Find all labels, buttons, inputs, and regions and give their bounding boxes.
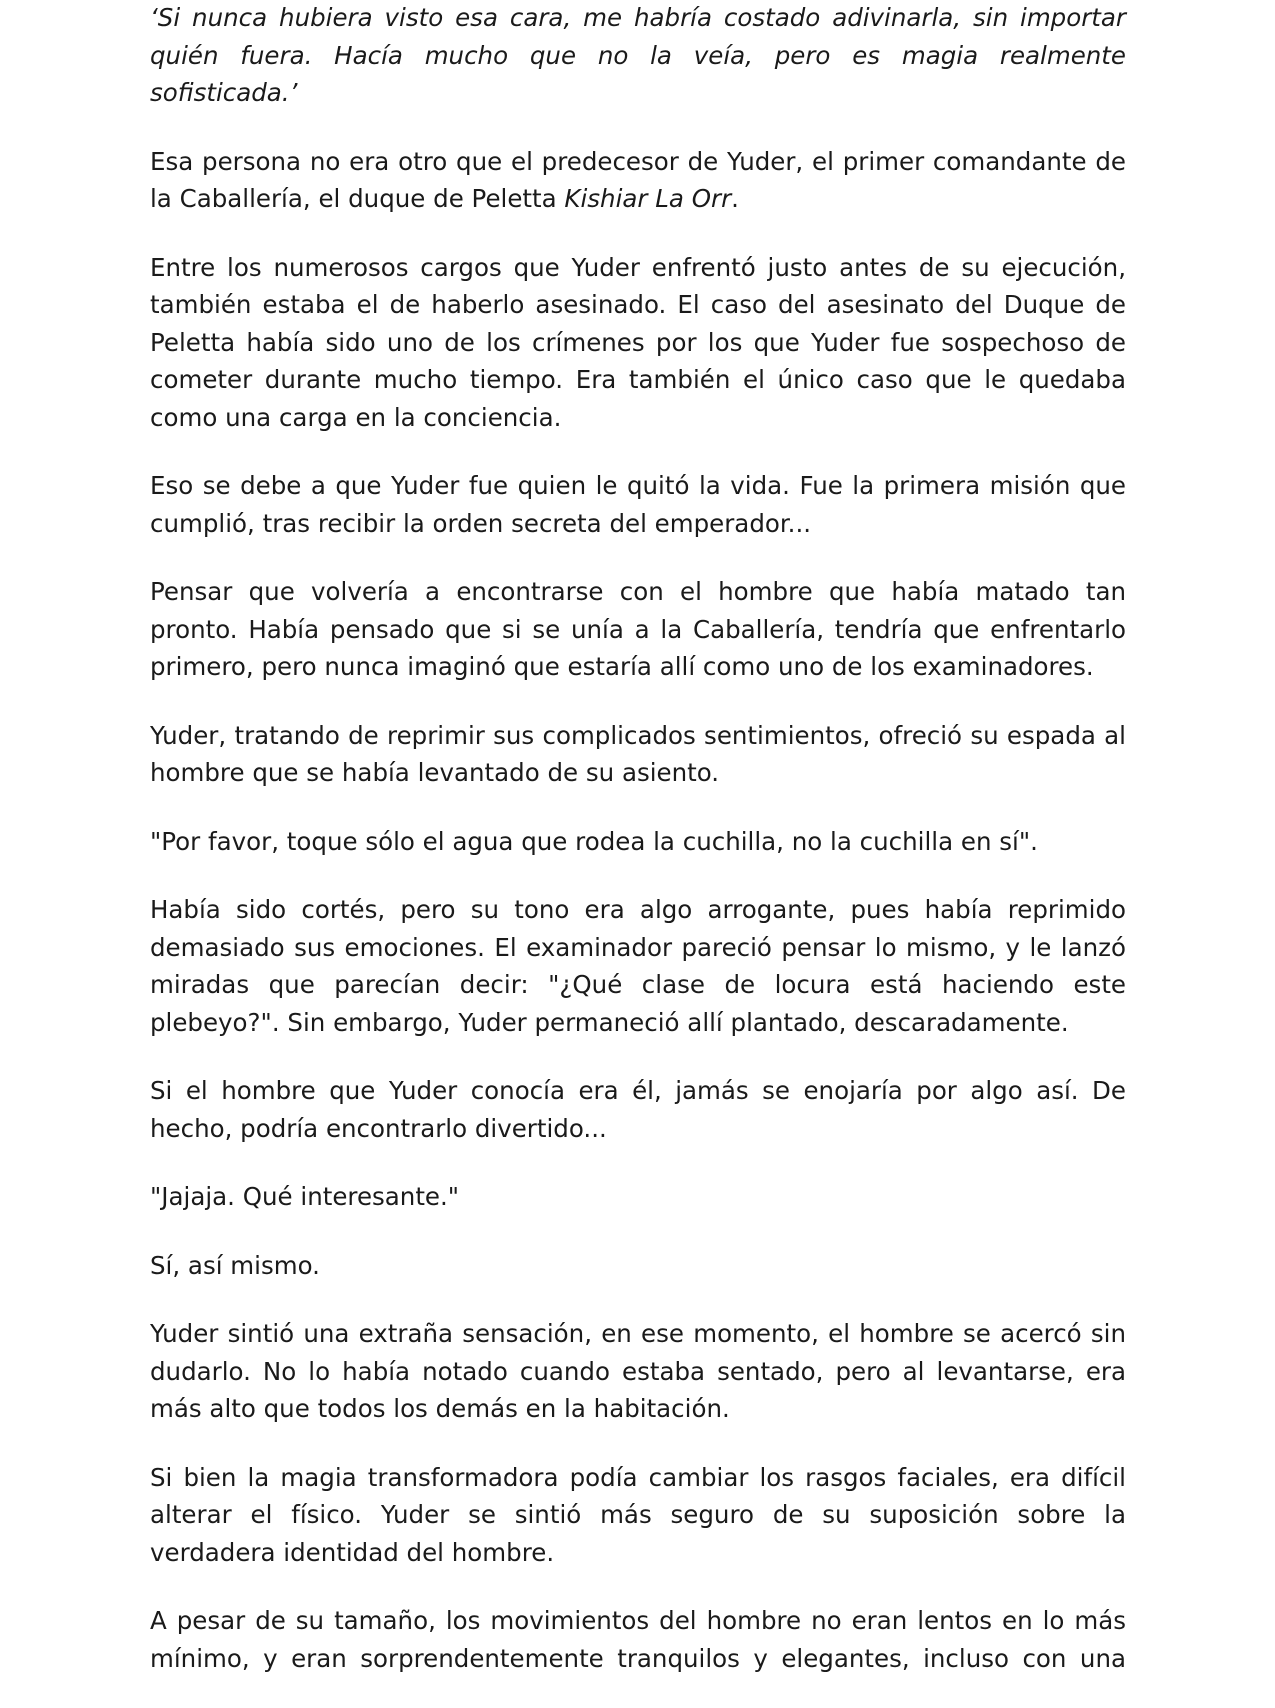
paragraph-3: Entre los numerosos cargos que Yuder enfrentó justo antes de su ejecución, también estaba el de haberlo asesinado. El caso del asesinato del Duque de Peletta había sido uno de los crímenes por los que Yuder fue sospechoso de cometer durante mucho tiempo. Era también el único caso que le quedaba como una carga en la conciencia. [150,252,1126,432]
paragraph-7-dialogue: "Por favor, toque sólo el agua que rodea la cuchilla, no la cuchilla en sí". [150,826,1038,856]
paragraph-13: Si bien la magia transformadora podía cambiar los rasgos faciales, era difícil alterar el físico. Yuder se sintió más seguro de su suposición sobre la verdadera identidad del hombre. [150,1462,1126,1567]
paragraph-5: Pensar que volvería a encontrarse con el hombre que había matado tan pronto. Había pensado que si se unía a la Caballería, tendría que enfrentarlo primero, pero nunca imaginó que estaría allí como uno de los examinadores. [150,577,1126,681]
paragraph-2-text-before: Esa persona no era otro que el predecesor de Yuder, el primer comandante de la Caballería, el duque de Peletta [150,146,1126,213]
paragraph-2 [150,143,1126,218]
paragraph-2-name-italic: Kishiar La Orr [564,184,732,213]
paragraph-14-continues: A pesar de su tamaño, los movimientos del hombre no eran lentos en lo más mínimo, y eran sorprendentemente tranquilos y elegantes, incluso con una [150,1606,1126,1673]
paragraph-11: Sí, así mismo. [150,1250,320,1280]
paragraph-8: Había sido cortés, pero su tono era algo arrogante, pues había reprimido demasiado sus emociones. El examinador pareció pensar lo mismo, y le lanzó miradas que parecían decir: "¿Qué clase de locura está haciendo este plebeyo?". Sin embargo, Yuder permaneció allí plantado, descaradamente. [150,895,1126,1037]
paragraph-9: Si el hombre que Yuder conocía era él, jamás se enojaría por algo así. De hecho, podría encontrarlo divertido... [150,1076,1126,1143]
document-page [150,0,1126,1708]
paragraph-12: Yuder sintió una extraña sensación, en ese momento, el hombre se acercó sin dudarlo. No lo había notado cuando estaba sentado, pero al levantarse, era más alto que todos los demás en la habitación. [150,1319,1126,1423]
paragraph-1-italic-thought: ‘Si nunca hubiera visto esa cara, me habría costado adivinarla, sin importar quién fuera. Hacía mucho que no la veía, pero es magia realmente sofisticada.’ [150,3,1126,107]
paragraph-2-text-after: . [731,184,739,213]
paragraph-10-dialogue: "Jajaja. Qué interesante." [150,1182,460,1211]
paragraph-6: Yuder, tratando de reprimir sus complicados sentimientos, ofreció su espada al hombre que se había levantado de su asiento. [150,720,1126,787]
paragraph-4: Eso se debe a que Yuder fue quien le quitó la vida. Fue la primera misión que cumplió, tras recibir la orden secreta del emperador... [150,471,1126,538]
